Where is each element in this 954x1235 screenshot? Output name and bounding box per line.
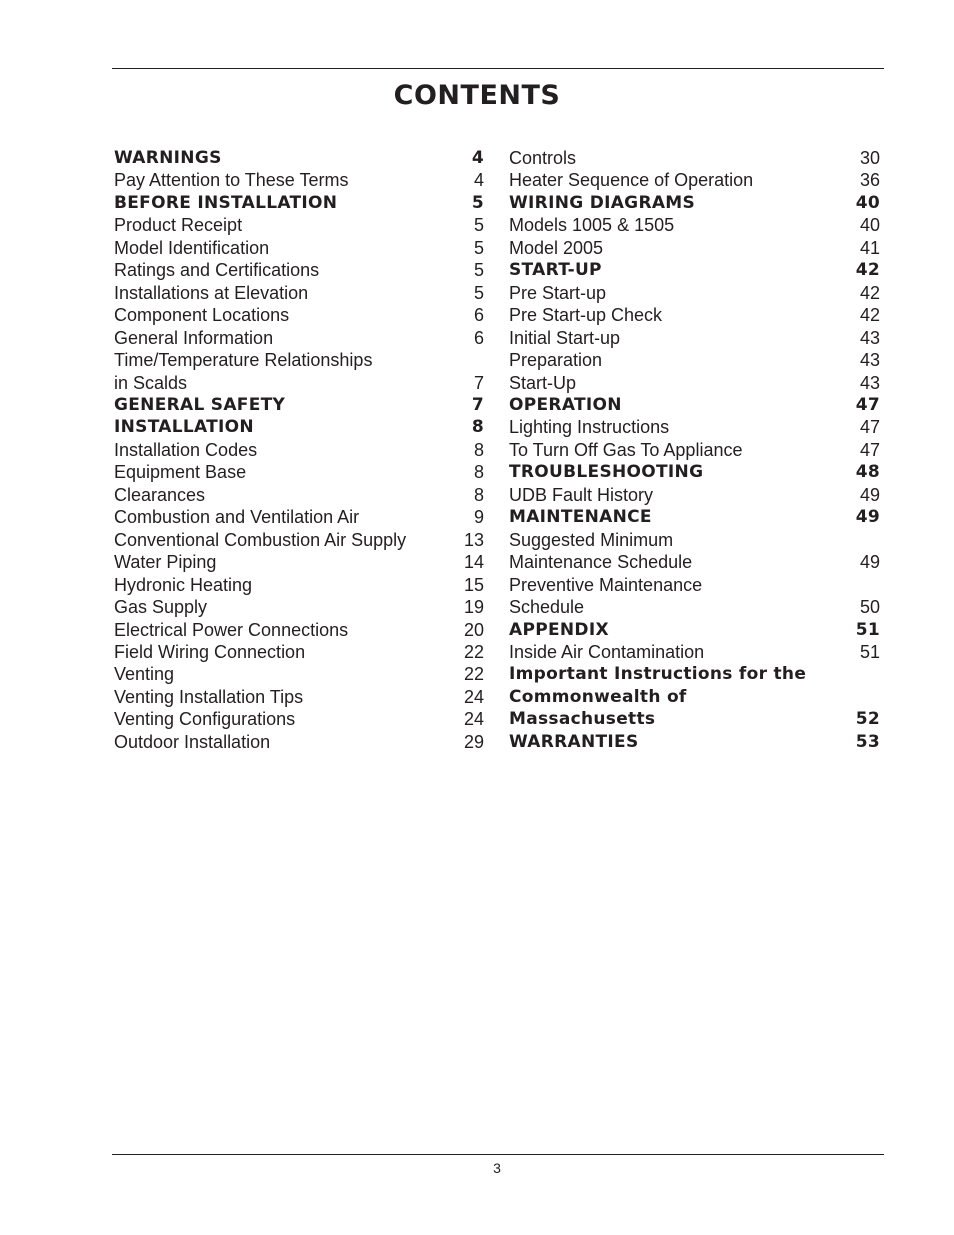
toc-entry-label: WIRING DIAGRAMS	[509, 192, 696, 213]
toc-entry	[114, 663, 484, 685]
toc-entry	[114, 529, 484, 551]
toc-entry	[509, 484, 880, 506]
toc-entry-page: 49	[859, 484, 880, 505]
toc-entry-page: 6	[473, 305, 484, 326]
toc-entry-page: 6	[473, 327, 484, 348]
toc-entry-label: Venting Installation Tips	[114, 686, 304, 707]
toc-entry-label: WARNINGS	[114, 148, 222, 168]
toc-entry-label: BEFORE INSTALLATION	[114, 192, 338, 213]
toc-entry	[114, 641, 484, 663]
toc-entry	[509, 237, 880, 259]
toc-entry-page: 48	[855, 462, 880, 483]
toc-entry-page: 8	[473, 484, 484, 505]
toc-entry-label: Preventive Maintenance	[509, 574, 703, 595]
toc-entry-label: Heater Sequence of Operation	[509, 170, 754, 191]
toc-entry-label: Schedule	[509, 597, 585, 618]
toc-entry-page: 24	[463, 709, 484, 730]
toc-entry-page: 30	[859, 148, 880, 168]
toc-entry-page: 5	[473, 260, 484, 281]
toc-entry	[114, 259, 484, 281]
toc-entry	[509, 282, 880, 304]
toc-entry	[114, 506, 484, 528]
toc-entry-label: Preparation	[509, 350, 603, 371]
toc-entry-label: START-UP	[509, 260, 602, 281]
toc-entry	[114, 214, 484, 236]
toc-entry-page: 47	[855, 394, 880, 415]
toc-section-heading	[509, 686, 880, 708]
toc-entry-page: 42	[859, 282, 880, 303]
toc-entry-label: Combustion and Ventilation Air	[114, 507, 360, 528]
toc-entry-label: Controls	[509, 148, 577, 168]
toc-entry	[509, 574, 880, 596]
toc-entry	[114, 327, 484, 349]
toc-entry-label: Electrical Power Connections	[114, 619, 349, 640]
toc-entry-label: Outdoor Installation	[114, 731, 271, 752]
toc-entry-page: 49	[859, 552, 880, 573]
toc-entry-label: in Scalds	[114, 372, 188, 393]
toc-entry-label: Commonwealth of	[509, 686, 687, 707]
toc-entry-label: INSTALLATION	[114, 417, 254, 438]
toc-entry-page: 50	[859, 597, 880, 618]
toc-entry	[509, 596, 880, 618]
toc-section-heading	[114, 416, 484, 438]
toc-entry	[509, 372, 880, 394]
toc-entry-label: Time/Temperature Relationships	[114, 350, 373, 371]
toc-entry-page: 7	[473, 372, 484, 393]
toc-entry	[114, 282, 484, 304]
toc-entry	[114, 372, 484, 394]
toc-entry-page: 36	[859, 170, 880, 191]
toc-entry	[114, 551, 484, 573]
toc-entry	[509, 551, 880, 573]
toc-section-heading	[509, 708, 880, 730]
toc-entry-page: 5	[473, 215, 484, 236]
toc-entry-page: 47	[859, 439, 880, 460]
toc-entry-page: 5	[471, 192, 484, 213]
toc-entry-page: 29	[463, 731, 484, 752]
page-title: CONTENTS	[393, 80, 561, 111]
toc-entry-label: Venting Configurations	[114, 709, 296, 730]
toc-entry-label: Model Identification	[114, 237, 270, 258]
toc-entry-label: OPERATION	[509, 394, 622, 415]
toc-entry-label: Ratings and Certifications	[114, 260, 320, 281]
toc-entry-page: 13	[463, 529, 484, 550]
toc-section-heading	[509, 394, 880, 416]
toc-left-column	[114, 147, 484, 753]
toc-entry-label: Equipment Base	[114, 462, 247, 483]
toc-entry-label: Maintenance Schedule	[509, 552, 693, 573]
toc-entry	[509, 147, 880, 169]
toc-entry-label: Pay Attention to These Terms	[114, 170, 349, 191]
toc-entry	[114, 731, 484, 753]
toc-entry-label: TROUBLESHOOTING	[509, 462, 704, 483]
page-number: 3	[493, 1160, 501, 1176]
toc-entry	[509, 349, 880, 371]
toc-entry-label: APPENDIX	[509, 619, 609, 640]
toc-entry-page: 43	[859, 372, 880, 393]
toc-section-heading	[509, 192, 880, 214]
toc-entry-page: 51	[859, 641, 880, 662]
toc-entry-page: 40	[859, 215, 880, 236]
toc-entry	[509, 169, 880, 191]
toc-entry	[114, 169, 484, 191]
toc-section-heading	[114, 192, 484, 214]
toc-section-heading	[509, 619, 880, 641]
toc-entry-page: 51	[855, 619, 880, 640]
toc-entry-label: Hydronic Heating	[114, 574, 253, 595]
toc-entry-page: 15	[463, 574, 484, 595]
toc-entry-page: 42	[859, 305, 880, 326]
toc-entry-label: Models 1005 & 1505	[509, 215, 675, 236]
toc-entry-label: MAINTENANCE	[509, 507, 652, 528]
toc-entry-page: 20	[463, 619, 484, 640]
toc-entry	[114, 237, 484, 259]
toc-entry	[509, 529, 880, 551]
toc-entry-page: 8	[473, 439, 484, 460]
toc-entry-label: Product Receipt	[114, 215, 243, 236]
toc-entry-page: 42	[855, 260, 880, 281]
toc-entry	[114, 461, 484, 483]
toc-entry-label: Lighting Instructions	[509, 417, 670, 438]
toc-entry-label: Installations at Elevation	[114, 282, 309, 303]
toc-entry-page: 49	[855, 507, 880, 528]
toc-entry-page: 43	[859, 327, 880, 348]
toc-entry-page: 22	[463, 641, 484, 662]
toc-entry-page: 14	[463, 552, 484, 573]
toc-entry-page: 40	[855, 192, 880, 213]
toc-section-heading	[509, 506, 880, 528]
toc-entry	[509, 214, 880, 236]
bottom-rule	[112, 1154, 884, 1155]
toc-section-heading	[509, 663, 880, 685]
toc-entry-label: Pre Start-up Check	[509, 305, 663, 326]
toc-entry-label: Start-Up	[509, 372, 577, 393]
toc-entry	[114, 439, 484, 461]
toc-entry-page: 53	[855, 731, 880, 752]
toc-entry-label: GENERAL SAFETY	[114, 394, 286, 415]
toc-entry-label: Field Wiring Connection	[114, 641, 306, 662]
toc-entry-label: Pre Start-up	[509, 282, 607, 303]
toc-section-heading	[509, 259, 880, 281]
toc-entry-label: General Information	[114, 327, 274, 348]
toc-entry	[114, 708, 484, 730]
toc-entry-label: Model 2005	[509, 237, 604, 258]
toc-entry-page: 5	[473, 237, 484, 258]
toc-entry	[114, 596, 484, 618]
toc-entry	[114, 484, 484, 506]
toc-entry	[509, 416, 880, 438]
toc-entry	[114, 304, 484, 326]
toc-entry-label: UDB Fault History	[509, 484, 654, 505]
toc-entry-page: 41	[859, 237, 880, 258]
toc-entry-page: 8	[471, 417, 484, 438]
toc-entry-label: Initial Start-up	[509, 327, 621, 348]
toc-entry-page: 22	[463, 664, 484, 685]
toc-entry-label: WARRANTIES	[509, 731, 639, 752]
toc-section-heading	[509, 461, 880, 483]
toc-entry-label: Component Locations	[114, 305, 290, 326]
toc-entry-label: To Turn Off Gas To Appliance	[509, 439, 743, 460]
top-rule	[112, 68, 884, 69]
toc-entry-label: Water Piping	[114, 552, 217, 573]
toc-section-heading	[114, 147, 484, 169]
toc-section-heading	[114, 394, 484, 416]
toc-entry-page: 7	[471, 394, 484, 415]
toc-entry-page: 8	[473, 462, 484, 483]
toc-entry-page: 24	[463, 686, 484, 707]
toc-entry	[114, 619, 484, 641]
toc-entry-page: 5	[473, 282, 484, 303]
toc-entry-page: 4	[473, 170, 484, 191]
toc-entry-label: Installation Codes	[114, 439, 258, 460]
toc-entry-label: Important Instructions for the	[509, 664, 807, 685]
toc-entry	[509, 304, 880, 326]
toc-entry-label: Suggested Minimum	[509, 529, 674, 550]
toc-entry-page: 47	[859, 417, 880, 438]
toc-entry	[114, 686, 484, 708]
toc-entry-page: 19	[463, 597, 484, 618]
toc-entry	[114, 349, 484, 371]
toc-right-column	[509, 147, 880, 753]
toc-entry	[509, 641, 880, 663]
toc-entry	[509, 439, 880, 461]
toc-entry-page: 52	[855, 709, 880, 730]
toc-entry-label: Conventional Combustion Air Supply	[114, 529, 407, 550]
toc-entry	[114, 574, 484, 596]
toc-entry-page: 9	[473, 507, 484, 528]
toc-entry-label: Inside Air Contamination	[509, 641, 705, 662]
toc-entry-label: Gas Supply	[114, 597, 208, 618]
toc-entry-label: Clearances	[114, 484, 206, 505]
toc-entry-page: 4	[471, 148, 484, 168]
toc-entry-label: Venting	[114, 664, 175, 685]
toc-entry	[509, 327, 880, 349]
toc-section-heading	[509, 731, 880, 753]
toc-entry-label: Massachusetts	[509, 709, 656, 730]
toc-entry-page: 43	[859, 350, 880, 371]
